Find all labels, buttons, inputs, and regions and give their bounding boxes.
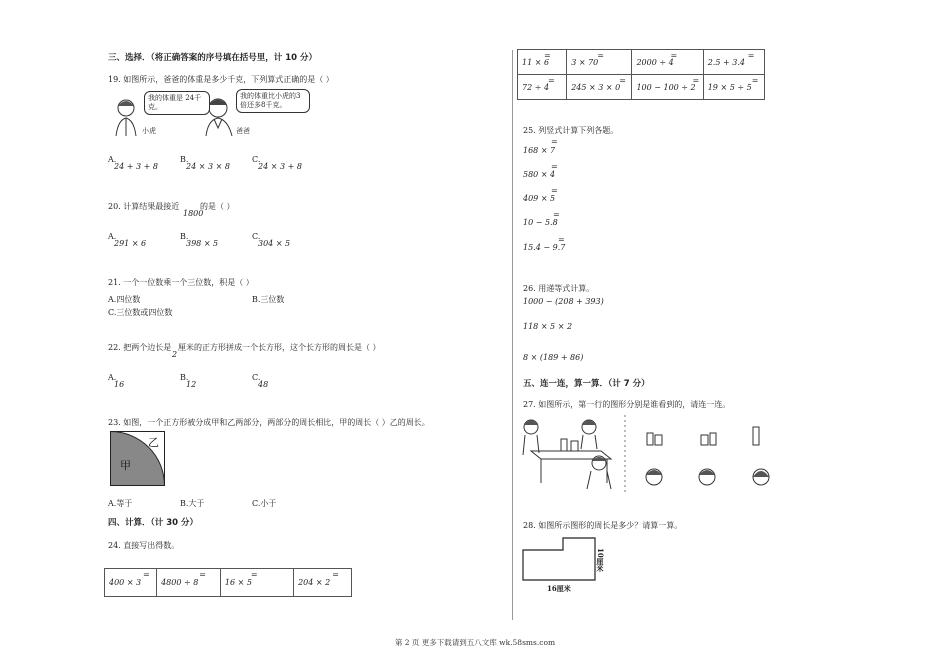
- q20-option-b-label: B.: [180, 232, 189, 241]
- dad-label: 爸爸: [236, 127, 250, 135]
- q24-cell: 4800 ÷ 8 =: [157, 569, 221, 597]
- q25-equals: =: [551, 162, 558, 171]
- q19-option-c-label: C.: [252, 155, 261, 164]
- calc-cell: 100 − 100 ÷ 2 =: [632, 75, 703, 100]
- q25-item: 580 × 4: [523, 170, 556, 179]
- calc-cell: 2.5 + 3.4 =: [703, 50, 764, 75]
- q24-cell: 16 × 5 =: [220, 569, 293, 597]
- q25-item: 15.4 − 9.7: [523, 243, 566, 252]
- calc-cell: 3 × 70 =: [567, 50, 632, 75]
- q25-stem: 25. 列竖式计算下列各题。: [523, 126, 619, 135]
- q26-stem: 26. 用递等式计算。: [523, 284, 595, 293]
- page-footer: 第 2 页 更多下载请到五八文库 wk.58sms.com: [394, 638, 556, 647]
- q26-item: 118 × 5 × 2: [523, 322, 573, 331]
- kid-label: 小虎: [142, 127, 156, 135]
- q19-stem: 19. 如图所示，爸爸的体重是多少千克，下列算式正确的是（ ）: [108, 75, 334, 84]
- calc-cell: 19 × 5 ÷ 5 =: [703, 75, 764, 100]
- section-3-title: 三、选择．（将正确答案的序号填在括号里，计 10 分）: [108, 53, 317, 63]
- q22-option-c: 48: [258, 380, 269, 389]
- calc-cell: 72 ÷ 4 =: [518, 75, 567, 100]
- q21-option-a: A.四位数: [108, 295, 141, 304]
- q25-item: 409 × 5: [523, 194, 556, 203]
- q21-option-b: B.三位数: [252, 295, 285, 304]
- q25-equals: =: [553, 210, 560, 219]
- yi-label: 乙: [148, 436, 159, 449]
- q24-cell: 204 × 2 =: [294, 569, 352, 597]
- q22-option-b-label: B.: [180, 373, 189, 382]
- table-scene-and-views: [521, 413, 781, 495]
- q28-stem: 28. 如图所示图形的周长是多少？请算一算。: [523, 521, 683, 530]
- calc-cell: 245 × 3 × 0 =: [567, 75, 632, 100]
- q23-option-c: C.小于: [252, 499, 277, 508]
- q21-stem: 21. 一个一位数乘一个三位数，积是（ ）: [108, 278, 254, 287]
- q27-stem: 27. 如图所示，第一行的图形分别是谁看到的，请连一连。: [523, 400, 731, 409]
- q25-equals: =: [551, 186, 558, 195]
- q24-cell: 400 × 3 =: [105, 569, 157, 597]
- q21-option-c: C.三位数或四位数: [108, 308, 173, 317]
- q26-item: 1000 − (208 + 393): [523, 297, 604, 306]
- q20-stem-pre: 20. 计算结果最接近: [108, 202, 180, 211]
- height-label: 10厘米: [596, 548, 605, 572]
- q20-stem-post: 的是（ ）: [200, 202, 235, 211]
- q19-option-b-label: B.: [180, 155, 189, 164]
- section-5-title: 五、连一连，算一算．（计 7 分）: [523, 379, 650, 389]
- q19-option-b: 24 × 3 × 8: [186, 162, 230, 171]
- q20-option-a-label: A.: [108, 232, 117, 241]
- q23-option-a: A.等于: [108, 499, 133, 508]
- calc-cell: 11 × 6 =: [518, 50, 567, 75]
- calc-cell: 2000 ÷ 4 =: [632, 50, 703, 75]
- q27-illustration: [521, 413, 781, 495]
- column-divider: [512, 50, 513, 620]
- dad-speech-bubble: 我的体重比小虎的3倍还多8千克。: [236, 89, 310, 113]
- q26-item: 8 × (189 + 86): [523, 353, 584, 362]
- q20-option-c: 304 × 5: [258, 239, 291, 248]
- section-4-title: 四、计算．（计 30 分）: [108, 518, 198, 528]
- width-label: 16厘米: [547, 584, 571, 593]
- q25-equals: =: [558, 235, 565, 244]
- q19-option-a-label: A.: [108, 155, 117, 164]
- q24-table: [104, 568, 352, 597]
- q22-option-a-label: A.: [108, 373, 117, 382]
- q23-option-b: B.大于: [180, 499, 205, 508]
- q19-option-c: 24 × 3 + 8: [258, 162, 302, 171]
- q19-option-a: 24 + 3 + 8: [114, 162, 158, 171]
- q24-stem: 24. 直接写出得数。: [108, 541, 180, 550]
- oral-calc-table: [517, 49, 765, 100]
- q25-item: 168 × 7: [523, 146, 556, 155]
- q20-option-a: 291 × 6: [114, 239, 147, 248]
- q20-option-c-label: C.: [252, 232, 261, 241]
- q22-stem-pre: 22. 把两个边长是: [108, 343, 172, 352]
- q23-stem: 23. 如图，一个正方形被分成甲和乙两部分，两部分的周长相比，甲的周长（ ）乙的周长。: [108, 418, 430, 427]
- q22-stem-post: 厘米的正方形拼成一个长方形，这个长方形的周长是（ ）: [178, 343, 381, 352]
- q28-figure: [521, 534, 611, 596]
- q22-option-c-label: C.: [252, 373, 261, 382]
- q22-option-a: 16: [114, 380, 125, 389]
- q23-square-figure: [110, 431, 165, 486]
- q22-stem-number: 2: [172, 350, 178, 359]
- q20-option-b: 398 × 5: [186, 239, 219, 248]
- q20-stem-number: 1800: [183, 209, 204, 218]
- jia-label: 甲: [120, 459, 131, 472]
- q22-option-b: 12: [186, 380, 197, 389]
- q25-item: 10 − 5.8: [523, 218, 558, 227]
- kid-speech-bubble: 我的体重是 24千克。: [144, 91, 210, 115]
- q25-equals: =: [551, 137, 558, 146]
- q19-illustration: [108, 88, 308, 138]
